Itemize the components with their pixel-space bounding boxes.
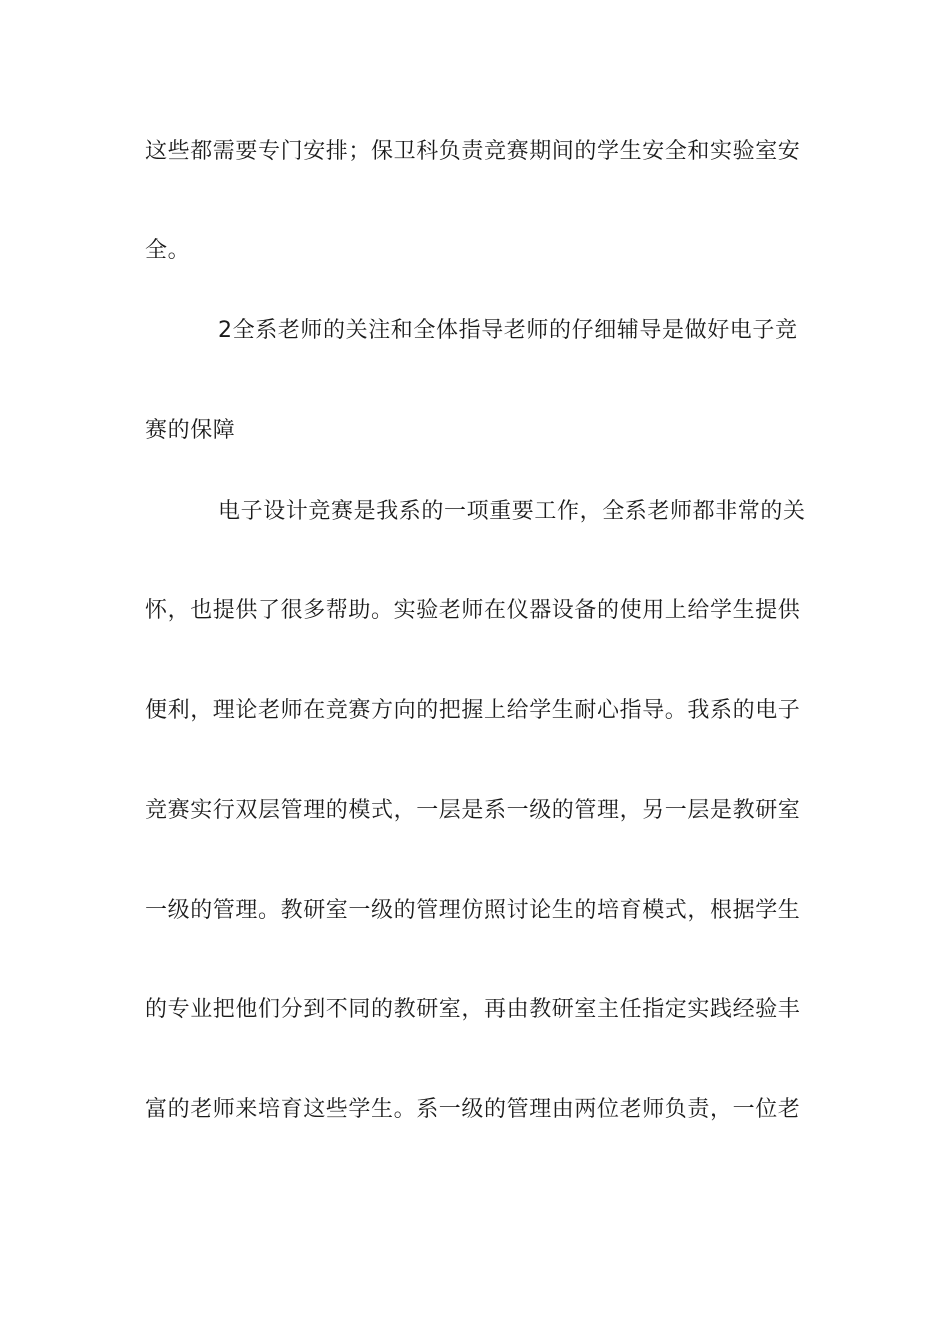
text-line: 富的老师来培育这些学生。系一级的管理由两位老师负责，一位老 (145, 1097, 801, 1122)
text-line: 电子设计竞赛是我系的一项重要工作，全系老师都非常的关 (218, 499, 806, 524)
text-line: 便利，理论老师在竞赛方向的把握上给学生耐心指导。我系的电子 (145, 698, 801, 723)
text-line: 怀，也提供了很多帮助。实验老师在仪器设备的使用上给学生提供 (145, 598, 801, 623)
section-heading: 赛的保障 (145, 418, 236, 443)
text-line: 竞赛实行双层管理的模式，一层是系一级的管理，另一层是教研室 (145, 798, 801, 823)
text-line: 一级的管理。教研室一级的管理仿照讨论生的培育模式，根据学生 (145, 898, 801, 923)
text-line: 的专业把他们分到不同的教研室，再由教研室主任指定实践经验丰 (145, 997, 801, 1022)
text-line: 全。 (145, 238, 191, 263)
section-heading: 2全系老师的关注和全体指导老师的仔细辅导是做好电子竞 (218, 318, 798, 343)
text-line: 这些都需要专门安排；保卫科负责竞赛期间的学生安全和实验室安 (145, 139, 801, 164)
